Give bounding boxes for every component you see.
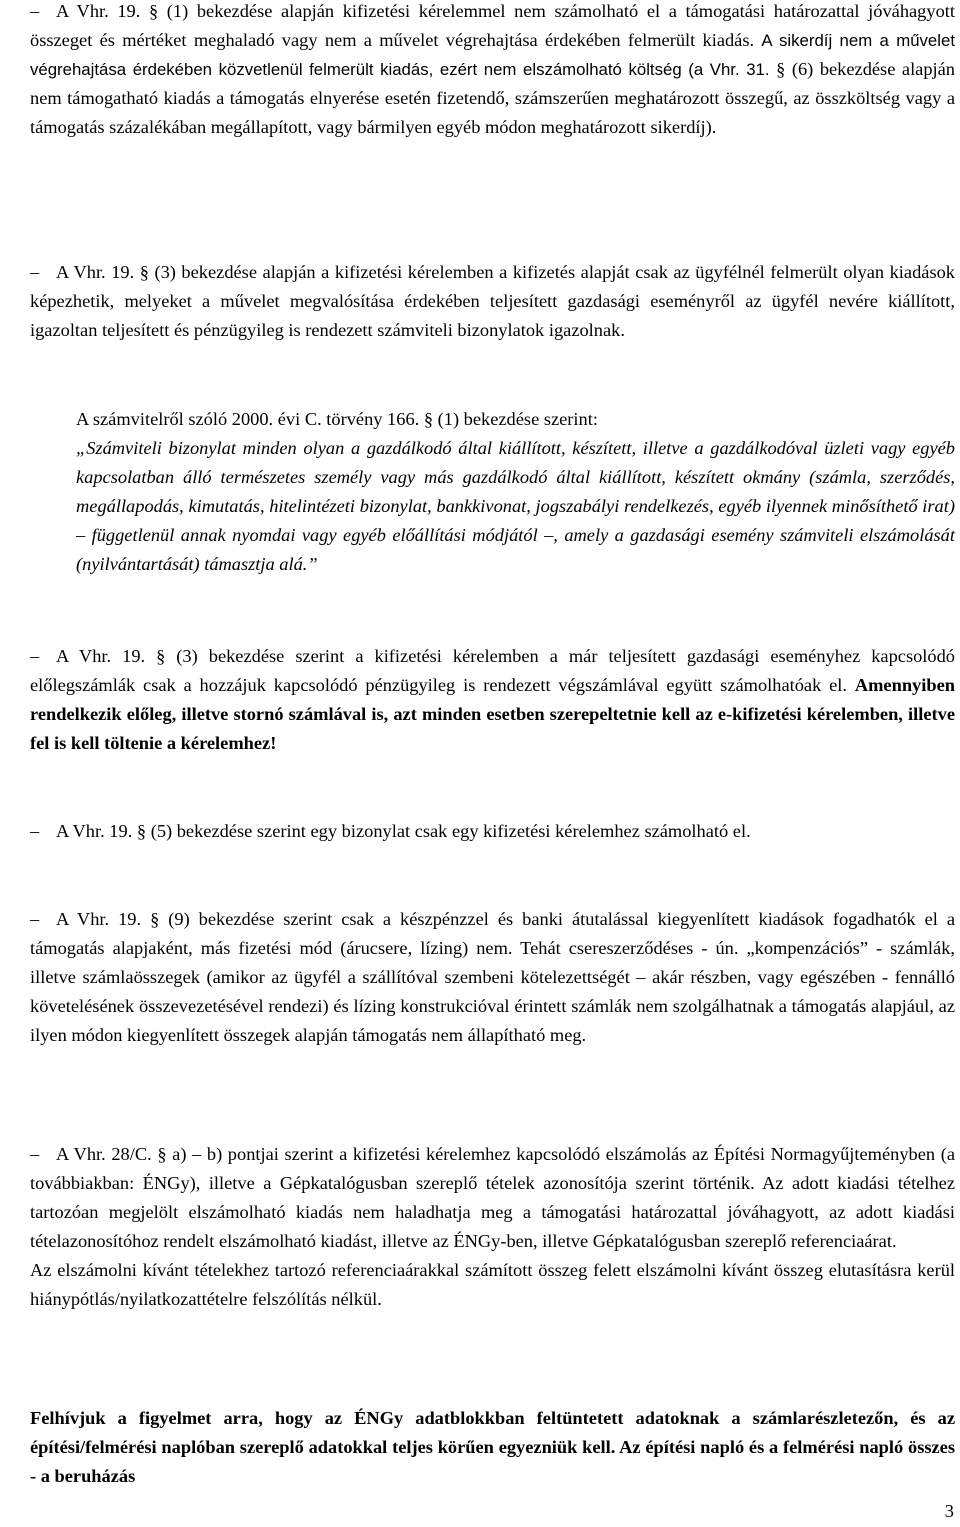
paragraph-text: Az elszámolni kívánt tételekhez tartozó referenciaárakkal számított összeg felett elszámolni kívánt összeg elutasításra kerül hiánypótlás/nyilatkozattételre felszólítás nélkül. [30,1260,955,1309]
legal-quote: „Számviteli bizonylat minden olyan a gazdálkodó által kiállított, készített, illetve a gazdálkodóval üzleti vagy egyéb kapcsolatban álló természetes személy vagy más gazdálkodó által kiállított, készített okmány (számla, szerződés, megállapodás, kimutatás, hitelintézeti bizonylat, bankkivonat, jogszabályi rendelkezés, egyéb ilyennek minősíthető irat) – függetlenül annak nyomdai vagy egyéb előállítási módjától –, amely a gazdasági esemény számviteli elszámolását (nyilvántartását) támasztja alá.” [76,438,955,574]
paragraph-text: § (6) bekezdése alapján nem támogatható kiadás a támogatás elnyerése esetén fizetendő, számszerűen meghatározott összegű, az összköltség vagy a támogatás százalékában megállapított, vagy bármilyen egyéb módon meghatározott sikerdíj). [30,59,956,137]
bullet-dash: – [30,646,40,666]
paragraph-text: A Vhr. 19. § (3) bekezdése alapján a kifizetési kérelemben a kifizetés alapját csak az ügyfélnél felmerült olyan kiadások képezhetik, melyeket a művelet megvalósítása érdekében teljesített gazdasági eseményről az ügyfél nevére kiállított, igazoltan teljesített és pénzügyileg is rendezett számviteli bizonylatok igazolnak. [30,262,955,340]
bullet-dash: – [30,909,40,929]
bullet-dash: – [30,821,40,841]
paragraph-text: A Vhr. 28/C. § a) – b) pontjai szerint a kifizetési kérelemhez kapcsolódó elszámolás az Építési Normagyűjteményben (a továbbiakban: ÉNGy), illetve a Gépkatalógusban szereplő tételek azonosítója szerint történik. Az adott kiadási tételhez tartozóan megjelölt elszámolható kiadás nem haladhatja meg a támogatási határozattal jóváhagyott, az adott kiadási tételazonosítóhoz rendelt elszámolható kiadást, illetve az ÉNGy-ben, illetve Gépkatalógusban szereplő referenciaárat. [30,1144,955,1251]
paragraph-text: A Vhr. 19. § (3) bekezdése szerint a kifizetési kérelemben a már teljesített gazdasági eseményhez kapcsolódó előlegszámlák csak a hozzájuk kapcsolódó pénzügyileg is rendezett végszámlával együtt számolhatóak el. [30,646,955,695]
paragraph-text: A Vhr. 19. § (9) bekezdése szerint csak a készpénzzel és banki átutalással kiegyenlített kiadások fogadhatók el a támogatás alapjaként, más fizetési mód (árucsere, lízing) nem. Tehát csereszerződéses - ún. „kompenzációs” - számlák, illetve számlaösszegek (amikor az ügyfél a szállítóval szembeni kötelezettségét – akár részben, vagy egészében - fennálló követelésének összevezetésével rendezi) és lízing konstrukcióval érintett számlák nem szolgálhatnak a támogatás alapjául, az ilyen módon kiegyenlített összegek alapján támogatás nem állapítható meg. [30,909,955,1045]
paragraph-text: A Vhr. 19. § (1) bekezdése alapján kifizetési kérelemmel nem számolható el a támogatási határozattal jóváhagyott összeget és mértéket meghaladó vagy nem a művelet végrehajtása érdekében felmerült kiadás. [30,1,955,50]
paragraph-attention-notice: Felhívjuk a figyelmet arra, hogy az ÉNGy adatblokkban feltüntetett adatoknak a számlarészletezőn, és az építési/felmérési naplóban szereplő adatokkal teljes körűen egyezniük kell. Az építési napló és a felmérési napló összes - a beruházás [30,1408,955,1486]
paragraph-success-fee [30,0,955,142]
paragraph-advance-invoice [30,642,955,758]
paragraph-vhr-19-3 [30,258,955,345]
bullet-dash: – [30,1,40,21]
bullet-dash: – [30,262,40,282]
bullet-dash: – [30,1144,40,1164]
paragraph-text-sans: A sikerdíj nem a művelet végrehajtása érdekében közvetlenül felmerült kiadás, ezért nem elszámolható költség (a Vhr. 31. [30,31,955,79]
page-number: 3 [944,1501,954,1521]
paragraph-vhr-19-5 [30,817,955,846]
paragraph-vhr-19-9 [30,905,955,1050]
paragraph-bold-notice: Amennyiben rendelkezik előleg, illetve stornó számlával is, azt minden esetben szerepeltetnie kell az e-kifizetési kérelemben, illetve fel is kell töltenie a kérelemhez! [30,675,955,753]
paragraph-vhr-28c [30,1140,955,1314]
quote-intro: A számvitelről szóló 2000. évi C. törvény 166. § (1) bekezdése szerint: [76,409,598,429]
paragraph-text: A Vhr. 19. § (5) bekezdése szerint egy bizonylat csak egy kifizetési kérelemhez számolható el. [56,821,751,841]
